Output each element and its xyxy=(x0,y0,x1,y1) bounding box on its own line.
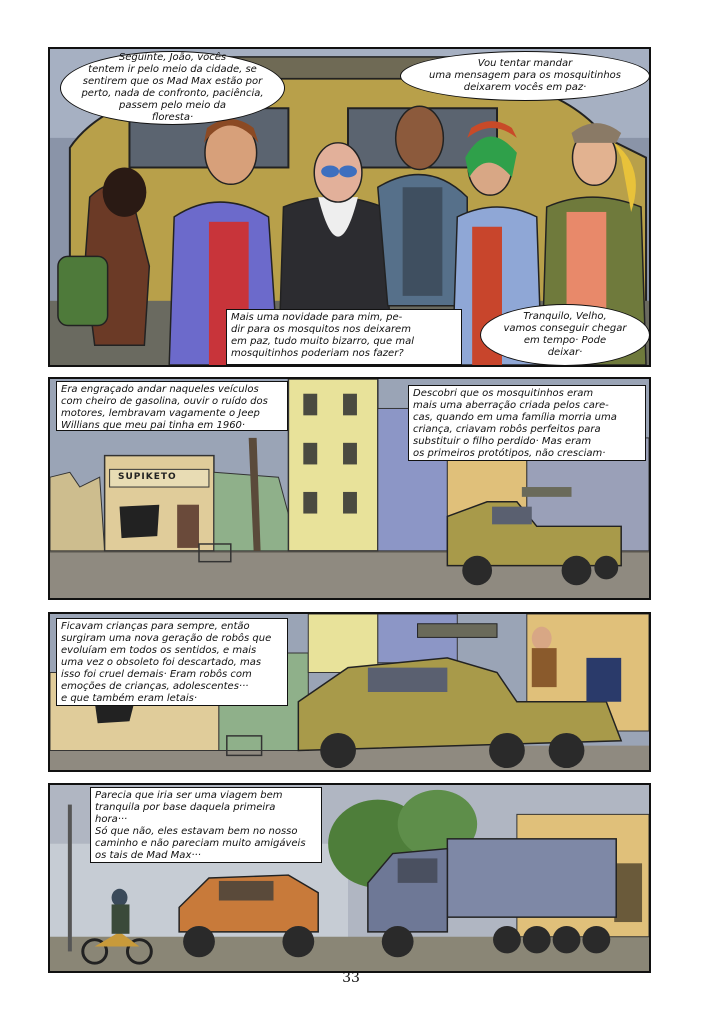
balloon-line: Tranquilo, Velho, xyxy=(523,311,607,322)
balloon-line: perto, nada de confronto, paciência, xyxy=(81,88,264,99)
caption-box xyxy=(56,618,288,706)
balloon-line: sentirem que os Mad Max estão por xyxy=(82,76,263,87)
caption-line: caminho e não pareciam muito amigáveis xyxy=(95,838,306,849)
caption-line: substituir o filho perdido· Mas eram xyxy=(413,436,592,447)
caption-line: cas, quando em uma família morria uma xyxy=(413,412,617,423)
caption-line: evoluíam em todos os sentidos, e mais xyxy=(61,645,257,656)
caption-line: Só que não, eles estavam bem no nosso xyxy=(95,826,298,837)
balloon-line: tentem ir pelo meio da cidade, se xyxy=(88,64,257,75)
balloon-line: em tempo· Pode xyxy=(523,335,607,346)
speech-balloon-left xyxy=(60,51,285,125)
balloon-line: floresta· xyxy=(151,112,194,123)
caption-line: isso foi cruel demais· Eram robôs com xyxy=(61,669,252,680)
speech-balloon-right xyxy=(400,51,650,101)
panel-4 xyxy=(48,783,651,973)
speech-balloon-bottom xyxy=(480,304,650,366)
panel-2 xyxy=(48,377,651,600)
caption-line: os primeiros protótipos, não cresciam· xyxy=(413,448,606,459)
caption-line: mais uma aberração criada pelos care- xyxy=(413,400,609,411)
caption-line: e que também eram letais· xyxy=(61,693,198,704)
caption-line: os tais de Mad Max··· xyxy=(95,850,201,861)
balloon-line: Vou tentar mandar xyxy=(477,58,573,69)
panel-1 xyxy=(48,47,651,367)
balloon-line: Seguinte, João, vocês xyxy=(118,52,227,63)
caption-line: hora··· xyxy=(95,814,128,825)
balloon-line: uma mensagem para os mosquitinhos xyxy=(428,70,621,81)
caption-line: surgiram uma nova geração de robôs que xyxy=(61,633,272,644)
caption-line: Ficavam crianças para sempre, então xyxy=(61,621,250,632)
panel-3 xyxy=(48,612,651,772)
balloon-line: vamos conseguir chegar xyxy=(503,323,627,334)
caption-line: mosquitinhos poderiam nos fazer? xyxy=(231,348,404,359)
shop-sign: SUPIKETO xyxy=(118,472,177,482)
caption-line: Mais uma novidade para mim, pe- xyxy=(231,312,403,323)
caption-box xyxy=(226,309,462,365)
caption-line: com cheiro de gasolina, ouvir o ruído dos xyxy=(61,396,268,407)
balloon-line: deixarem vocês em paz· xyxy=(463,82,587,93)
caption-box xyxy=(408,385,646,461)
balloon-line: deixar· xyxy=(547,347,583,358)
caption-line: Parecia que iria ser uma viagem bem xyxy=(95,790,283,801)
caption-line: criança, criavam robôs perfeitos para xyxy=(413,424,601,435)
page-number: 33 xyxy=(342,970,360,986)
caption-box xyxy=(90,787,322,863)
caption-line: Willians que meu pai tinha em 1960· xyxy=(61,420,246,431)
caption-line: emoções de crianças, adolescentes··· xyxy=(61,681,249,692)
caption-line: em paz, tudo muito bizarro, que mal xyxy=(231,336,414,347)
caption-line: Era engraçado andar naqueles veículos xyxy=(61,384,259,395)
balloon-line: passem pelo meio da xyxy=(119,100,226,111)
caption-line: Descobri que os mosquitinhos eram xyxy=(413,388,594,399)
caption-line: tranquila por base daquela primeira xyxy=(95,802,276,813)
caption-line: motores, lembravam vagamente o Jeep xyxy=(61,408,260,419)
caption-box xyxy=(56,381,288,431)
caption-line: dir para os mosquitos nos deixarem xyxy=(231,324,411,335)
caption-line: uma vez o obsoleto foi descartado, mas xyxy=(61,657,262,668)
